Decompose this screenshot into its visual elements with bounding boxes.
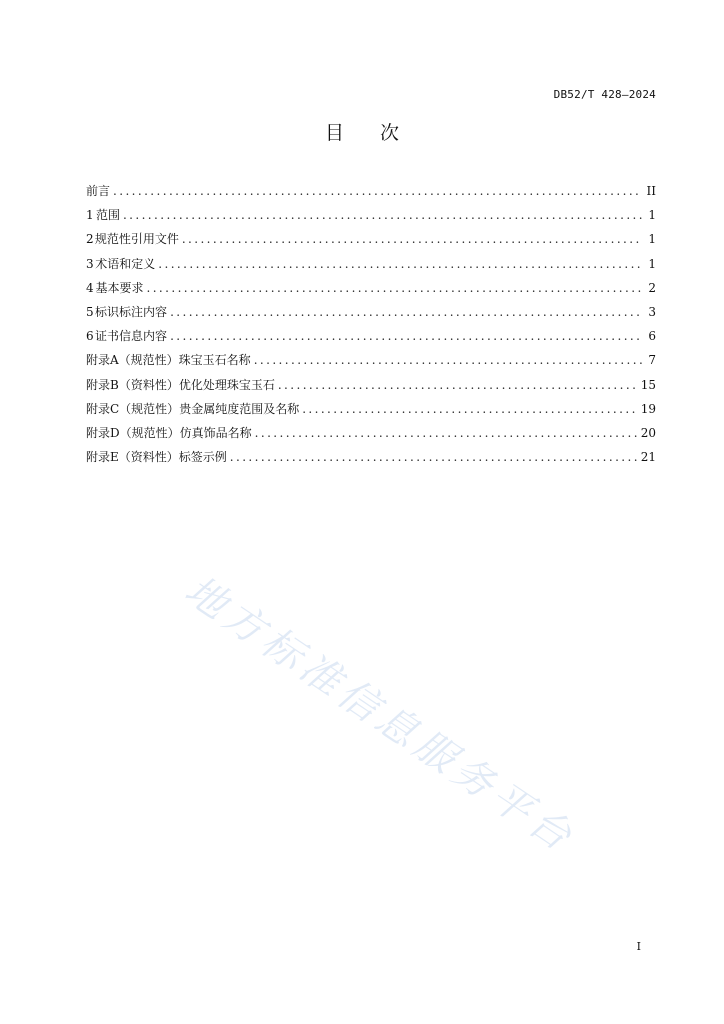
toc-item-page: 15 (640, 377, 656, 392)
toc-appendix-prefix: 附录C（规范性） (86, 401, 180, 416)
toc-item-basic-requirements[interactable] (86, 278, 656, 302)
toc-item-label: 优化处理珠宝玉石 (178, 377, 275, 392)
title-char-1: 目 (324, 122, 344, 144)
toc-leader-dots (254, 350, 642, 370)
toc-item-number: 5 (86, 304, 94, 319)
page-title (0, 118, 724, 145)
toc-item-label: 标识标注内容 (95, 304, 168, 319)
toc-item-page: 2 (648, 280, 656, 295)
toc-item-appendix-e[interactable] (86, 447, 656, 471)
title-char-2: 次 (380, 122, 400, 144)
toc-item-label: 术语和定义 (95, 256, 156, 271)
toc-item-number: 3 (86, 256, 94, 271)
toc-leader-dots (170, 302, 642, 322)
toc-item-preface[interactable] (86, 181, 656, 205)
toc-item-page: 1 (648, 208, 656, 223)
toc-appendix-prefix: 附录E（资料性） (86, 450, 179, 465)
toc-item-terms[interactable] (86, 254, 656, 278)
toc-item-page: 21 (640, 450, 656, 465)
toc-item-appendix-c[interactable] (86, 399, 656, 423)
toc-item-normative-references[interactable] (86, 229, 656, 253)
toc-leader-dots (230, 447, 637, 467)
toc-leader-dots (255, 423, 637, 443)
toc-appendix-prefix: 附录D（规范性） (86, 425, 180, 440)
toc-item-page: 7 (648, 353, 656, 368)
toc-leader-dots (170, 326, 642, 346)
toc-item-page: 1 (648, 256, 656, 271)
page-number: I (636, 940, 641, 953)
watermark: 地方标准信息服务平台 (176, 567, 584, 863)
toc-item-label: 证书信息内容 (95, 329, 168, 344)
toc-item-labeling-content[interactable] (86, 302, 656, 326)
toc-item-page: 6 (648, 329, 656, 344)
toc-item-page: 19 (640, 401, 656, 416)
toc-item-label: 前言 (86, 184, 111, 198)
toc-item-label: 贵金属纯度范围及名称 (179, 401, 300, 416)
toc-leader-dots (123, 205, 642, 225)
toc-leader-dots (278, 375, 637, 395)
table-of-contents (86, 181, 656, 471)
toc-item-page: 1 (648, 232, 656, 247)
toc-item-label: 基本要求 (95, 280, 144, 295)
toc-leader-dots (302, 399, 637, 419)
toc-leader-dots (182, 229, 642, 249)
toc-item-page: 3 (648, 304, 656, 319)
toc-item-label: 仿真饰品名称 (179, 425, 252, 440)
toc-item-appendix-d[interactable] (86, 423, 656, 447)
document-code: DB52/T 428—2024 (553, 88, 656, 101)
toc-leader-dots (113, 181, 642, 201)
toc-item-label: 标签示例 (178, 450, 227, 465)
toc-leader-dots (147, 278, 643, 298)
toc-item-label: 范围 (95, 208, 120, 223)
toc-appendix-prefix: 附录B（资料性） (86, 377, 179, 392)
toc-item-appendix-b[interactable] (86, 375, 656, 399)
toc-leader-dots (158, 254, 642, 274)
toc-item-page: II (646, 184, 656, 198)
toc-appendix-prefix: 附录A（规范性） (86, 353, 179, 368)
toc-item-label: 珠宝玉石名称 (178, 353, 251, 368)
toc-item-appendix-a[interactable] (86, 350, 656, 374)
toc-item-number: 6 (86, 329, 94, 344)
toc-item-page: 20 (640, 425, 656, 440)
toc-item-label: 规范性引用文件 (94, 232, 179, 247)
toc-item-scope[interactable] (86, 205, 656, 229)
toc-item-number: 2 (86, 232, 94, 247)
toc-item-number: 1 (86, 208, 94, 223)
toc-item-number: 4 (86, 280, 94, 295)
toc-item-certificate-info[interactable] (86, 326, 656, 350)
